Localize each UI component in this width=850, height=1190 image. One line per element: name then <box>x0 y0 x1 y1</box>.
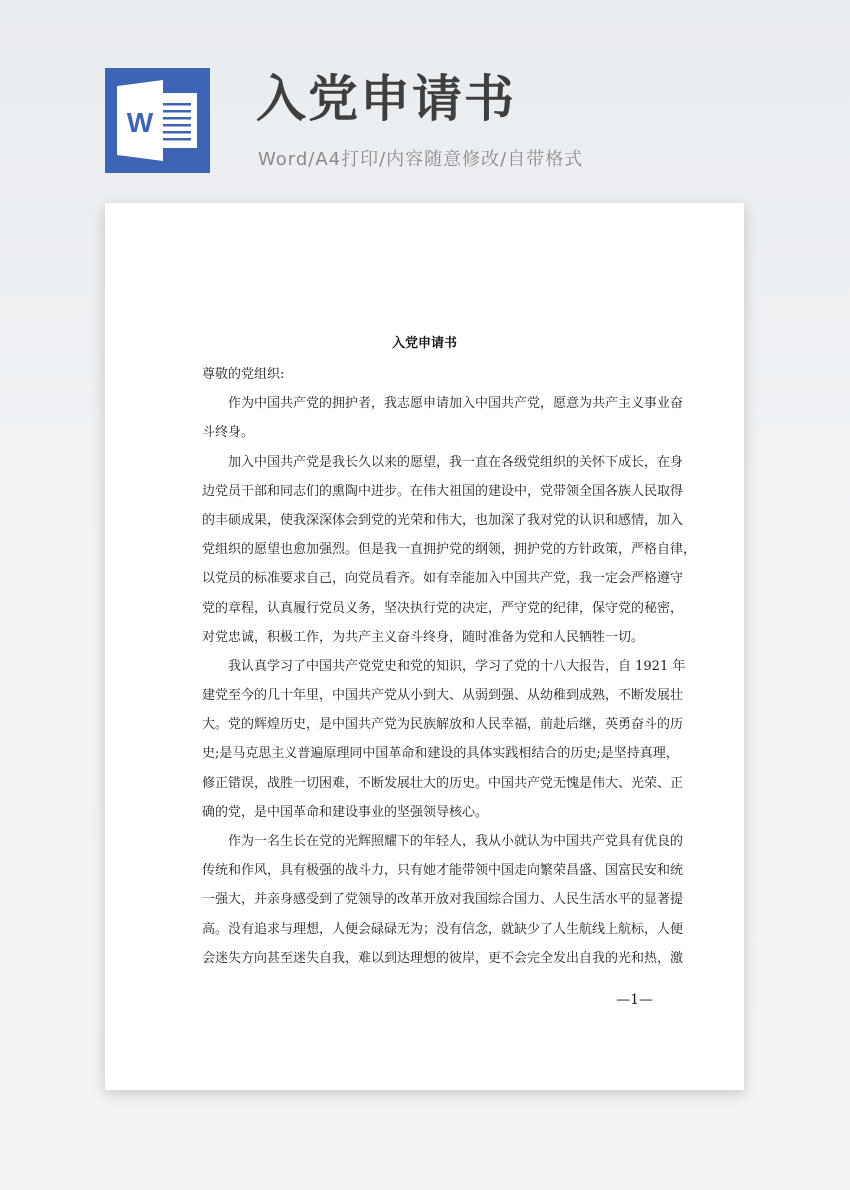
template-subtitle: Word/A4打印/内容随意修改/自带格式 <box>258 149 584 170</box>
document-line: 确的党，是中国革命和建设事业的坚强领导核心。 <box>202 804 489 820</box>
document-line: 大。党的辉煌历史，是中国共产党为民族解放和人民幸福，前赴后继，英勇奋斗的历 <box>202 717 684 733</box>
document-body <box>202 360 697 973</box>
document-line: 对党忠诚，积极工作，为共产主义奋斗终身，随时准备为党和人民牺牲一切。 <box>202 629 645 645</box>
document-line: 作为一名生长在党的光辉照耀下的年轻人，我从小就认为中国共产党具有优良的 <box>228 834 684 849</box>
document-line: 党组织的愿望也愈加强烈。但是我一直拥护党的纲领，拥护党的方针政策，严格自律， <box>202 542 697 558</box>
document-page <box>105 203 744 1090</box>
document-line: 我认真学习了中国共产党党史和党的知识，学习了党的十八大报告，自 1921 年 <box>228 658 686 674</box>
document-line: 尊敬的党组织: <box>202 367 285 382</box>
document-line: 边党员干部和同志们的熏陶中进步。在伟大祖国的建设中，党带领全国各族人民取得 <box>202 483 684 499</box>
page-number: —1— <box>616 992 653 1008</box>
document-line: 修正错误，战胜一切困难，不断发展壮大的历史。中国共产党无愧是伟大、光荣、正 <box>202 775 684 791</box>
document-line: 建党至今的几十年里，中国共产党从小到大、从弱到强、从幼稚到成熟，不断发展壮 <box>202 688 684 704</box>
document-line: 传统和作风，具有极强的战斗力，只有她才能带领中国走向繁荣昌盛、国富民安和统 <box>202 863 684 879</box>
document-heading: 入党申请书 <box>391 336 457 351</box>
word-icon <box>105 68 210 173</box>
document-line: 斗终身。 <box>202 425 255 441</box>
template-banner <box>0 0 850 200</box>
word-document-icon <box>105 68 210 173</box>
document-line: 作为中国共产党的拥护者，我志愿申请加入中国共产党，愿意为共产主义事业奋 <box>228 396 684 412</box>
document-line: 史;是马克思主义普遍原理同中国革命和建设的具体实践相结合的历史;是坚持真理， <box>202 746 679 762</box>
document-line: 党的章程，认真履行党员义务，坚决执行党的决定，严守党的纪律，保守党的秘密， <box>202 600 684 616</box>
document-line: 高。没有追求与理想，人便会碌碌无为；没有信念，就缺少了人生航线上航标，人便 <box>202 921 684 937</box>
document-line: 一强大，并亲身感受到了党领导的改革开放对我国综合国力、人民生活水平的显著提 <box>202 892 684 908</box>
document-line: 会迷失方向甚至迷失自我，难以到达理想的彼岸，更不会完全发出自我的光和热，激 <box>202 950 684 966</box>
template-title: 入党申请书 <box>256 70 516 128</box>
document-line: 的丰硕成果，使我深深体会到党的光荣和伟大，也加深了我对党的认识和感情，加入 <box>202 512 684 528</box>
svg-text:W: W <box>126 107 154 138</box>
document-line: 以党员的标准要求自己，向党员看齐。如有幸能加入中国共产党，我一定会严格遵守 <box>202 571 684 587</box>
document-line: 加入中国共产党是我长久以来的愿望，我一直在各级党组织的关怀下成长，在身 <box>228 454 684 470</box>
